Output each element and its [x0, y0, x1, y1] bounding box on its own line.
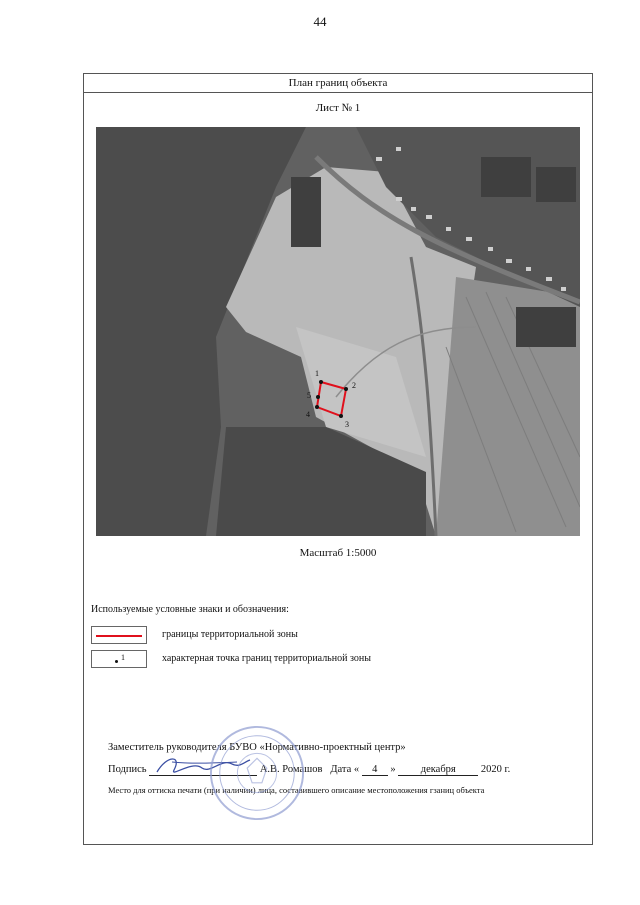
red-line-symbol: [96, 635, 142, 637]
point-label-3: 3: [345, 420, 349, 429]
document-frame: [83, 73, 593, 845]
page-number: 44: [313, 14, 327, 29]
aerial-photo: [96, 127, 580, 536]
position-prefix: Заместитель руководителя: [108, 742, 227, 753]
legend-symbol-boundary: [91, 626, 147, 644]
signer-name: А.В. Ромашов: [259, 764, 323, 775]
sign-label: Подпись: [108, 764, 147, 775]
aerial-map-svg: [96, 127, 580, 536]
date-mid: »: [390, 764, 396, 775]
point-dot-icon: [115, 660, 118, 663]
date-label: Дата «: [330, 764, 360, 775]
date-year: 2020 г.: [480, 764, 511, 775]
legend-symbol-point: [91, 650, 147, 668]
date-day: 4: [362, 764, 388, 776]
plan-title: План границ объекта: [84, 74, 592, 93]
map-scale: Масштаб 1:5000: [299, 547, 377, 559]
point-label-4: 4: [306, 410, 310, 419]
legend-title: Используемые условные знаки и обозначения:: [91, 604, 289, 615]
point-label-2: 2: [352, 381, 356, 390]
point-label-5: 5: [307, 391, 311, 400]
date-month: декабря: [398, 764, 478, 776]
legend-text-point: характерная точка границ территориальной зоны: [162, 653, 371, 664]
organization-name: БУВО «Нормативно-проектный центр»: [229, 742, 406, 753]
official-stamp: [208, 724, 306, 822]
stamp-note: Место для оттиска печати (при наличии) лица, составившего описание местоположения гзаниц объекта: [108, 785, 485, 795]
point-label-1: 1: [315, 369, 319, 378]
sheet-number: Лист № 1: [315, 102, 361, 114]
legend-text-boundary: границы территориальной зоны: [162, 629, 298, 640]
legend-point-number: 1: [121, 653, 125, 662]
